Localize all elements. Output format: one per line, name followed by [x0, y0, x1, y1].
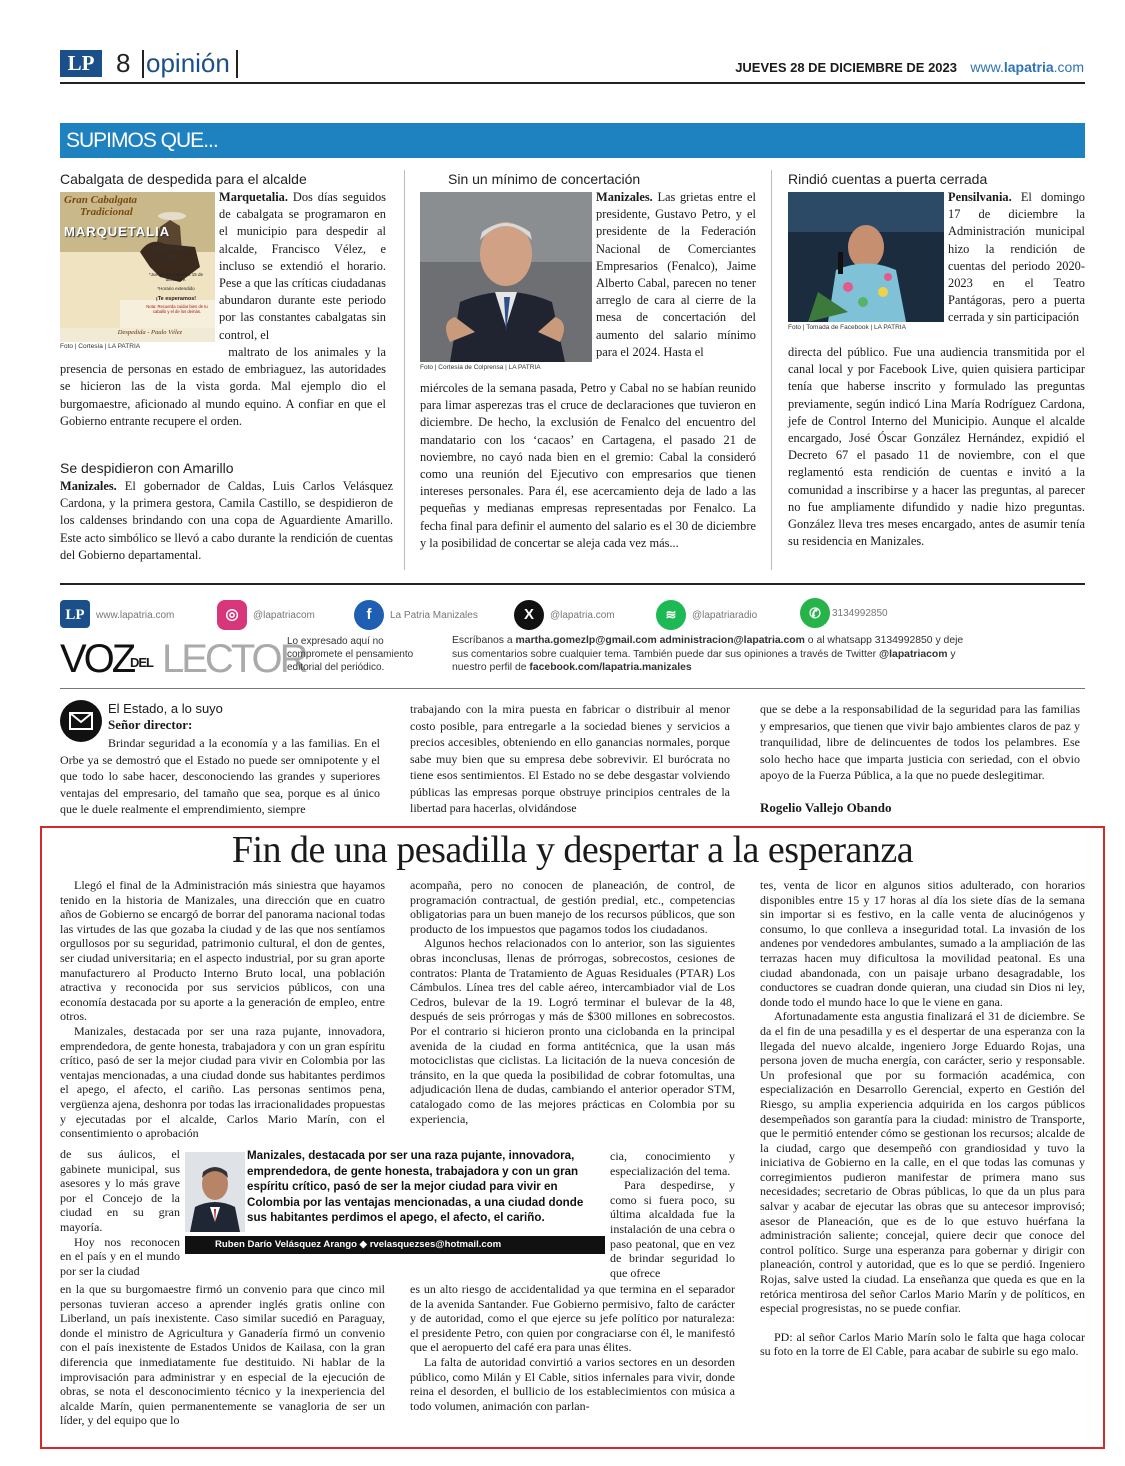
article-col-2-bottom — [410, 1282, 735, 1413]
brief-body: El gobernador de Caldas, Luis Carlos Velásquez Cardona, y la primera gestora, Camila Castillo, se despidieron de los caldenses brindando con una copa de Aguardiente Amarillo. Este acto simbólico se llevó a cabo durante la rendición de cuentas del Gobierno departamental. — [60, 479, 393, 562]
pull-quote-text: Manizales, destacada por ser una raza pujante, innovadora, emprendedora, de gente honesta, trabajadora y con un gran espíritu crítico, pasó de ser la mejor ciudad para vivir en Colombia por las ventajas mencionadas, a una ciudad donde sus habitantes perdimos el apego, el afecto, el cariño. — [247, 1149, 584, 1224]
brief-text-bottom — [60, 344, 386, 430]
poster-line: Ven a montar — [152, 244, 190, 252]
brief-text — [60, 478, 393, 564]
brief-text: El domingo 17 de diciembre la Administración municipal hizo la rendición de cuentas del periodo 2020-2023 en el Teatro Pantágoras, pero a puerta cerrada y sin participación — [948, 190, 1085, 325]
brief-text: Dos días seguidos de cabalgata se programaron en el municipio para despedir al alcalde, Francisco Vélez, e incluso se extendió el horario. Pese a que las críticas ciudadanas abundaron durante este periodo por las constantes cabalgatas sin control, el — [219, 190, 386, 342]
voz-disclaimer: Lo expresado aquí no compromete el pensamiento editorial del periódico. — [287, 636, 414, 673]
letter-col-1: Brindar seguridad a la economía y a las familias. En el Orbe ya se demostró que el Estado no puede ser omnipotente y el que todo lo sabe hacer, desconociendo las grandes y superiores ventajas del empresario, del tamaño que sea, porque es al único que le duele realmente el emprendimiento, siempre — [60, 736, 380, 816]
brief-text: Las grietas entre el presidente, Gustavo Petro, y el presidente de la Federación Nacional de Comerciantes Empresarios (Fenalco), Jaime Alberto Cabal, parecen no tener arreglo de cara al cierre de la mesa de concertación del aumento del salario mínimo para el 2024. Hasta el — [596, 190, 756, 359]
page-number: 8 — [116, 48, 131, 78]
article-col-1-wrap — [60, 1147, 180, 1278]
facebook-link[interactable]: facebook.com/lapatria.manizales — [529, 662, 692, 673]
brief-lead: Manizales. — [596, 190, 653, 204]
brief-title: Rindió cuentas a puerta cerrada — [788, 171, 988, 187]
event-image — [788, 192, 944, 322]
facebook-icon[interactable]: f — [354, 600, 384, 630]
rendicion-photo — [788, 192, 944, 322]
brief-text-top — [596, 189, 756, 379]
instagram-icon[interactable]: ◎ — [217, 600, 247, 630]
paragraph: tes, venta de licor en algunos sitios adulterado, con horarios disponibles entre 15 y 17 horas al día los siete días de la semana sin importar si es festivo, en la calle venta de alucinógenos y consumo, lo que conlleva a inseguridad total. La invasión de los andenes por vendedores ambulantes, sumado a la ampliación de las terrazas hacen muy dificultosa la movilidad peatonal. Es una ciudad abandonada, con un paisaje urbano desagradable, los conductores se cuadran donde quieran, una ciudad sin Dios ni ley, donde todo el mundo hace lo que le viene en gana. — [760, 878, 1085, 1009]
article-col-3 — [760, 878, 1085, 1359]
article-col-2-wrap — [610, 1149, 735, 1280]
column-divider — [404, 170, 405, 570]
website-suffix: .com — [1053, 59, 1084, 75]
supimos-banner: SUPIMOS QUE... — [60, 123, 1085, 158]
x-icon[interactable]: X — [514, 600, 544, 630]
paragraph: Afortunadamente esta angustia finalizará el 31 de diciembre. Se da el fin de una pesadilla y es el despertar de una esperanza con la llegada del nuevo alcalde, ingeniero Jorge Eduardo Rojas, una persona joven de mucha energía, con carácter, serio y responsable. Un profesional que por su formación académica, con especialización en Desarrollo Gerencial, experto en Gestión del Riesgo, su amplia experiencia adquirida en los cargos públicos desempeñados son garantía para la ciudad: ministro de Transporte, que le permitió entender cómo se gestionan los recursos; alcalde de la ciudad, cargo que desempeñó con grandiosidad y tuvo la iniciativa de Gobierno en la calle, en el que todas las comunas y corregimientos pudieron manifestar de primera mano sus necesidades; secretario de Obras públicas, lo que da un plus para salvar y acabar de ejecutar las obras que su antecesor improvisó; asesor de Planeación, que es de lo que estuvo huérfana la administración saliente; concejal, quiere decir que conoce del control político. Surge una esperanza para gobernar y dirigir con planeación, control y autoridad, que es lo que se perdió. Ingeniero Rojas, salve usted la ciudad. La enseñanza que queda es que en la retórica mentirosa del señor Carlos Mario Marín y de políticos, en especial progresistas, no se puede confiar. — [760, 1009, 1085, 1316]
brief-text-top — [948, 189, 1085, 344]
issue-date: JUEVES 28 DE DICIEMBRE DE 2023 — [735, 60, 957, 75]
brief-text-top — [219, 189, 386, 344]
divider — [236, 50, 238, 78]
lp-logo: LP — [60, 50, 102, 77]
website-brand: lapatria — [1003, 59, 1054, 75]
article-col-1 — [60, 878, 385, 1141]
paragraph: Hoy nos reconocen en el país y en el mundo por ser la ciudad — [60, 1234, 180, 1278]
poster-line: café — [164, 253, 176, 261]
voz-logo-del: DEL — [130, 655, 153, 670]
paragraph: en la que su burgomaestre firmó un convenio para que cinco mil personas tuvieran acceso a aprender inglés gratis online con Liberland, un país inexistente. Caso similar sucedió en Paraguay, donde el ministro de Agricultura y Ganadería firmó un convenio con el país inexistente de Estados Unidos de Kailasa, con la gran diferencia que inmediatamente fue destituido. Ni hablar de la improvisación para administrar y en especial de la ejecución de obras, se nota el desconocimiento técnico y la inexperiencia del alcalde Marín, quien permanentemente se vanagloria de ser un líder, y del equipo que lo — [60, 1282, 385, 1428]
paragraph: es un alto riesgo de accidentalidad ya que termina en el separador de la avenida Santander. Fue Gobierno permisivo, falto de carácter y de autoridad, como el que ejerce su jefe político por naturaleza: el presidente Petro, con quien por congraciarse con él, le manifestó que el aeropuerto del café era para unas élites. — [410, 1282, 735, 1355]
paragraph: cia, conocimiento y especialización del tema. — [610, 1149, 735, 1178]
paragraph: Algunos hechos relacionados con lo anterior, son las siguientes obras inconclusas, llenas de prórrogas, sobrecostos, cesiones de contratos: Planta de Tratamiento de Aguas Residuales (PTAR) Los Cámbulos. Línea tres del cable aéreo, intercambiador vial de Los Cedros, bulevar de la 19. Logró terminar el bulevar de la 48, después de seis prórrogas y más de $300 millones en sobrecostos. Por el contrario si hicieron pronto una ciclobanda en la principal avenida de la ciudad en forma antitécnica, que la usan más motociclistas que ciclistas. La licitación de la nueva concesión de tránsito, en la que queda la posibilidad de cobrar fotomultas, una adjudicación llena de dudas, cambiando el anterior operador STM, catalogado como de las mejores prácticas en Colombia por su experiencia, — [410, 936, 735, 1126]
social-x[interactable]: @lapatria.com — [550, 610, 615, 621]
photo-caption: Foto | Cortesía | LA PATRIA — [60, 343, 141, 350]
website-link[interactable] — [970, 59, 1084, 75]
voz-logo-voz: VOZ — [60, 637, 134, 681]
contact-text: Escríbanos a — [452, 635, 513, 646]
brief-text: maltrato de los animales y la presencia de personas en estado de embriaguez, las autoridades se hicieron las de la vista gorda. Mal ejemplo dio el burgomaestre, aficionado al mundo equino. A confiar en que el Gobierno entrante recupere el orden. — [60, 345, 386, 428]
photo-caption: Foto | Cortesía de Colprensa | LA PATRIA — [420, 364, 541, 371]
photo-caption: Foto | Tomada de Facebook | LA PATRIA — [788, 324, 906, 331]
portrait-image — [420, 192, 592, 362]
contact-text: o al whatsapp 3134992850 y deje sus comentarios sobre cualquier tema. También puede dar sus opiniones a través de Twitter — [452, 635, 964, 660]
letter-col-2: trabajando con la mira puesta en fabricar o distribuir al menor costo posible, para entregarle a la sociedad bienes y servicios a precios accesibles, obteniendo en ello ganancias normales, porque sabe muy bien que su empresa debe sobrevivir. El burócrata no tiene esos sentimientos. El Estado no se debe desgastar volviendo públicas las empresas porque obstruye principios centrales de la libertad para hacerlas, olvidándose — [410, 702, 730, 815]
brief-text: directa del público. Fue una audiencia transmitida por el canal local y por Facebook Live, quien quisiera participar tenía que haberse inscrito y formulado las preguntas previamente, según indicó Lina María Rodríguez Cardona, jefe de Control Interno del Municipio. Aunque el alcalde encargado, José Óscar González Hernández, expidió el Decreto 67 el pasado 11 de noviembre, con el que reglamentó esta rendición de cuentas e invitó a la comunidad a inscribirse y a hacer las preguntas, al parecer no fue ampliamente difundido y nadie hizo preguntas. González lleva tres meses encargado, antes de asumir tenía su residencia en Manizales. — [788, 345, 1085, 549]
brief-lead: Manizales. — [60, 479, 117, 493]
author-photo — [185, 1152, 245, 1232]
voz-contact — [452, 634, 972, 675]
poster-line: MARQUETALIA — [64, 224, 171, 239]
email-link[interactable]: martha.gomezlp@gmail.com — [515, 635, 657, 646]
letter-col-3: que se debe a la responsabilidad de la seguridad para las familias y empresarios, que tienen que vivir bajo ambientes claros de paz y tranquilidad, libre de delincuentes de todos los pelambres. Ese solo hecho hace que imparta justicia con seriedad, con el obvio apoyo de la Fuerza Pública, a la que no puede deslegitimar. — [760, 702, 1080, 782]
poster-line: Nota: Recuerda cuidar bien de tu caballo y el de los demás. — [146, 304, 208, 314]
letter-signature: Rogelio Vallejo Obando — [760, 800, 892, 815]
social-spotify[interactable]: @lapatriaradio — [692, 610, 758, 621]
divider — [142, 50, 144, 78]
email-link[interactable]: administracion@lapatria.com — [659, 635, 805, 646]
paragraph: acompaña, pero no conocen de planeación, de control, de programación contractual, de gestión predial, etc., competencias obligatorias para un buen manejo de los recursos públicos, que son producto de los impuestos que pagamos todos los ciudadanos. — [410, 878, 735, 936]
header-rule — [60, 82, 1085, 84]
brief-text-bottom — [420, 380, 756, 552]
letter-salutation: Señor director: — [108, 717, 193, 732]
paragraph: PD: al señor Carlos Mario Marín solo le falta que haga colocar su foto en la torre de El Cable, para acabar de subirle su ego malo. — [760, 1329, 1085, 1359]
section-title: opinión — [146, 48, 230, 78]
brief-text-bottom — [788, 344, 1085, 550]
column-divider — [771, 170, 772, 570]
poster-line: *Jueves 14 y viernes 15 de diciembre. — [148, 272, 204, 282]
contact-text: y nuestro perfil de — [452, 648, 956, 673]
section-rule — [60, 688, 1085, 689]
poster-line: ¡Te esperamos! — [155, 296, 197, 302]
paragraph: La falta de autoridad convirtió a varios sectores en un desorden público, como Milán y El Cable, sitios infernales para vivir, donde reina el desorden, el bullicio de los establecimientos con música a todo volumen, animación con parlan- — [410, 1354, 735, 1413]
paragraph: Para despedirse, y como si fuera poco, su última alcaldada fue la instalación de una cebra o paso peatonal, que en vez de brindar seguridad lo que ofrece — [610, 1178, 735, 1280]
cabalgata-poster — [60, 192, 215, 342]
social-web[interactable]: www.lapatria.com — [96, 610, 175, 621]
paragraph: Manizales, destacada por ser una raza pujante, innovadora, emprendedora, de gente honesta, trabajadora y con un gran espíritu crítico, pasó de ser la mejor ciudad para vivir en Colombia por las ventajas mencionadas, a una ciudad donde sus habitantes perdimos el apego, el afecto, el cariño. Las personas sentimos pena, vergüenza ajena, deshonra por todas las irracionalidades propuestas y ejecutadas por el alcalde, Carlos Mario Marín, con el consentimiento o aprobación — [60, 1023, 385, 1141]
voz-logo-lector: LECTOR — [162, 637, 306, 681]
brief-text: miércoles de la semana pasada, Petro y Cabal no se habían reunido para limar asperezas tras el cruce de declaraciones que tuvieron en diciembre. De hecho, la exclusión de Fenalco del encuentro del mandatario con los ‘cacaos’ en Cartagena, el pasado 21 de noviembre, no cayó nada bien en el gremio: Cabal la consideró como una reunión del Ejecutivo con empresarios que tienen intereses personales. Para él, ese acercamiento deja de lado a las pequeñas y medianas empresas representadas por Fenalco. La fecha final para definir el aumento del salario es el 30 de diciembre y la posibilidad de concertar se aleja cada vez más... — [420, 381, 756, 550]
brief-title: Se despidieron con Amarillo — [60, 460, 234, 476]
poster-line: *Horario extendido — [157, 286, 195, 291]
poster-line: Gran Cabalgata — [64, 194, 138, 206]
social-instagram[interactable]: @lapatriacom — [253, 610, 315, 621]
poster-line: Despedida - Paulo Vélez — [117, 329, 183, 336]
paragraph: de sus áulicos, el gabinete municipal, sus asesores y lo más grave por el Concejo de la ciudad en su gran mayoría. — [60, 1147, 180, 1234]
article-headline: Fin de una pesadilla y despertar a la esperanza — [231, 829, 914, 871]
article-col-1-bottom — [60, 1282, 385, 1428]
brief-title: Sin un mínimo de concertación — [448, 171, 641, 187]
lapatria-logo-icon[interactable]: LP — [60, 600, 90, 628]
brief-lead: Marquetalia. — [219, 190, 288, 204]
website-prefix: www. — [970, 59, 1004, 75]
twitter-link[interactable]: @lapatriacom — [879, 648, 948, 660]
brief-lead: Pensilvania. — [948, 190, 1012, 204]
cabal-photo — [420, 192, 592, 362]
section-rule — [60, 583, 1085, 585]
letter-title: El Estado, a lo suyo — [108, 701, 223, 716]
author-line: Ruben Darío Velásquez Arango ◆ rvelasquezses@hotmail.com — [185, 1236, 605, 1254]
paragraph: Llegó el final de la Administración más siniestra que hayamos tenido en la historia de Manizales, una dirección que en cuatro años de Gobierno se encargó de borrar del panorama nacional todas las virtudes de las que gozaba la ciudad y de las que nos sentíamos orgullosos por su seguridad, patrimonio cultural, el don de gentes, ser ciudad universitaria; en el aspecto industrial, por su gran aporte manufacturero al Producto Interno Bruto local, una población atractiva y reconocida por sus servicios públicos, con una economía destacada por su aporte a la generación de empleo, entre otros. — [60, 878, 385, 1024]
social-facebook[interactable]: La Patria Manizales — [390, 610, 478, 621]
pull-quote-box — [185, 1148, 605, 1260]
whatsapp-icon[interactable]: ✆ — [800, 598, 830, 628]
article-col-2 — [410, 878, 735, 1126]
brief-title: Cabalgata de despedida para el alcalde — [60, 171, 307, 187]
poster-line: Tradicional — [80, 206, 133, 218]
social-whatsapp[interactable]: 3134992850 — [832, 608, 888, 619]
spotify-icon[interactable]: ≋ — [656, 600, 686, 630]
